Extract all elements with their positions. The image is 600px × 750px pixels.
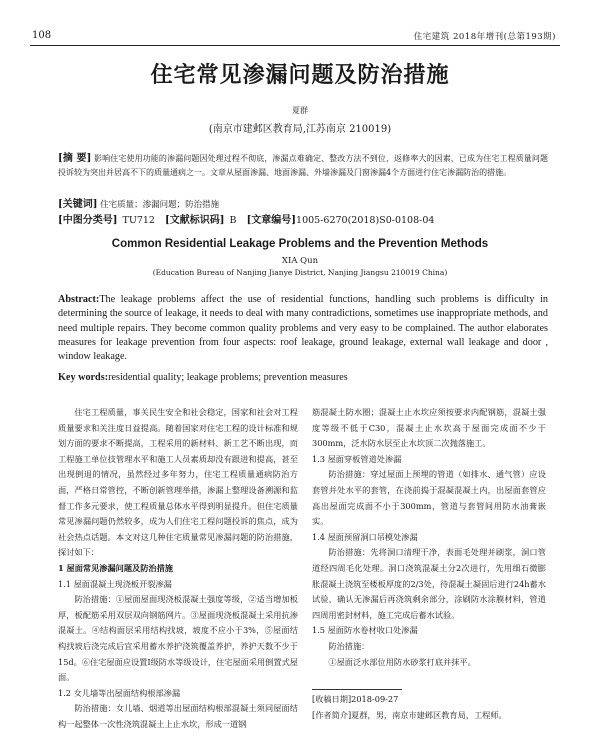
body-left-column — [58, 405, 298, 732]
subsection-heading: 1.4 屋面预留洞口吊模处渗漏 — [312, 531, 418, 542]
english-keywords-text: residential quality; leakage problems; prevention measures — [108, 372, 348, 383]
class-label: [中图分类号] — [58, 215, 118, 226]
section-heading: 1 屋面常见渗漏问题及防治措施 — [58, 562, 173, 573]
chinese-keywords — [58, 195, 219, 210]
header-rule — [30, 45, 560, 46]
keywords-label: [关键词] — [58, 199, 98, 210]
article-number-value: 1005-6270(2018)S0-0108-04 — [296, 215, 435, 226]
article-number-label: [文章编号] — [246, 215, 297, 226]
body-paragraph: 防治措施：女儿墙、烟道等出屋面结构根部混凝土须同屋面结构一起整体一次性浇筑混凝土上止水坎，形成一道钢 — [58, 703, 298, 729]
body-right-column — [312, 405, 546, 670]
doc-label: [文献标识码] — [165, 215, 225, 226]
affiliation: (南京市建邺区教育局,江苏南京 210019) — [208, 124, 392, 135]
page-number: 108 — [32, 30, 52, 41]
author-bio: [作者简介]夏群，男，南京市建邺区教育局，工程师。 — [312, 709, 507, 720]
english-abstract-text: The leakage problems affect the use of residential functions, handling such problems is difficulty in determining the source of leakage, it needs to deal with many contradictions, sometimes use inappropriate methods, and need multiple repairs. They become common quality problems and very easy to be complained. The author elaborates measures for leakage prevention from four aspects: roof leakage, ground leakage, external wall leakage and door , window leakage. — [58, 294, 548, 363]
footnote-rule — [312, 689, 402, 690]
english-keywords-label: Key words: — [58, 372, 109, 383]
english-abstract-label: Abstract: — [58, 294, 100, 305]
english-author: XIA Qun — [281, 256, 319, 266]
english-affiliation: (Education Bureau of Nanjing Jianye District, Nanjing Jiangsu 210019 China) — [152, 268, 448, 277]
abstract-label: [摘 要] — [58, 153, 92, 164]
received-date: [收稿日期]2018-09-27 — [312, 694, 399, 704]
body-paragraph: 防治措施：先将洞口清理干净，表面毛处理并刷浆，洞口管道经四周毛化处理。洞口浇筑混凝土分2次进行，先用细石微膨胀混凝土浇筑至楼板厚度的2/3处，待混凝土凝固后进行24h蓄水试验，确认无渗漏后再浇筑剩余部分，涂刷防水涂膜材料，管道四周用密封材料，施工完成后蓄水试验。 — [312, 547, 546, 620]
body-paragraph: 防治措施： — [328, 640, 370, 651]
english-abstract — [58, 293, 548, 364]
author: 夏群 — [292, 106, 308, 115]
class-value: TU712 — [122, 215, 155, 226]
abstract-text: 影响住宅使用功能的渗漏问题因处理过程不彻底，渗漏点难确定、整改方法不到位，返修率大的因素，已成为住宅工程质量问题投诉较为突出并居高不下的质量通病之一。文章从屋面渗漏、地面渗漏、外墙渗漏及门窗渗漏4个方面进行住宅渗漏防治的措施。 — [58, 154, 548, 177]
footnotes — [312, 692, 546, 723]
body-paragraph: 防治措施：①屋面屋面现浇板混凝土强度等级，②适当增加板厚，板配筋采用双层双向钢筋网片。③屋面现浇板混凝土采用抗渗混凝土。④结构面层采用结构找坡，坡度不应小于3%，⑤屋面结构找坡后浇完成后宜采用蓄水养护浇筑覆盖养护，养护天数不少于15d。⑥住宅屋面应设置Ⅰ级防水等级设计，住宅屋面采用倒置式屋面。 — [58, 594, 298, 683]
subsection-heading: 1.1 屋面混凝土现浇板开裂渗漏 — [58, 578, 172, 589]
body-paragraph: ①屋面泛水部位用防水砂浆打底并抹平。 — [328, 656, 476, 667]
subsection-heading: 1.2 女儿墙等出屋面结构根部渗漏 — [58, 687, 181, 698]
body-paragraph: 筋混凝土防水圈；混凝土止水坎应须按要求内配钢筋，混凝土强度等级不低于C30，混凝土止水坎高于屋面完成面不少于300mm，泛水防水层至止水坎顶二次抛落施工。 — [312, 407, 546, 449]
intro-paragraph: 住宅工程质量，事关民生安全和社会稳定，国家和社会对工程质量要求和关注度日益提高。随着国家对住宅工程的设计标准和规划方面的要求不断提高，工程采用的新材料、新工艺不断出现，而工程施工单位技管理水平和施工人员素质却没有跟进和提高，甚至出现倒退的情况，虽然经过多年努力，住宅工程质量通病防治方面，严格日常管控，不断创新管理举措，渗漏上整理设备溯源和监督工作多元要求，使工程质量总体水平得到明显提升。但住宅质量常见渗漏问题仍然较多，成为人们住宅工程问题投诉的焦点，成为社会热点话题。本文对这几种住宅质量常见渗漏问题的防治措施，探讨如下： — [58, 407, 298, 558]
running-head: 住宅建筑 2018年增刊(总第193期) — [413, 32, 556, 42]
english-keywords — [58, 372, 548, 383]
chinese-abstract — [58, 152, 548, 180]
subsection-heading: 1.3 屋面穿板管道处渗漏 — [312, 453, 402, 464]
article-title: 住宅常见渗漏问题及防治措施 — [150, 62, 450, 88]
english-title: Common Residential Leakage Problems and the Prevention Methods — [111, 238, 489, 250]
body-paragraph: 防治措施：穿过屋面上预埋的管道（如排水、通气管）应设套管并处水平的套管，在浇前捣于混凝混凝土内，出屋面套管应高出屋面完成面不小于300mm，管道与套管间用防水油膏嵌实。 — [312, 469, 546, 527]
doc-value: B — [229, 215, 237, 226]
keywords-text: 住宅质量；渗漏问题；防治措施 — [100, 200, 220, 210]
classification-line — [58, 211, 434, 226]
subsection-heading: 1.5 屋面防水卷材收口处渗漏 — [312, 625, 418, 636]
